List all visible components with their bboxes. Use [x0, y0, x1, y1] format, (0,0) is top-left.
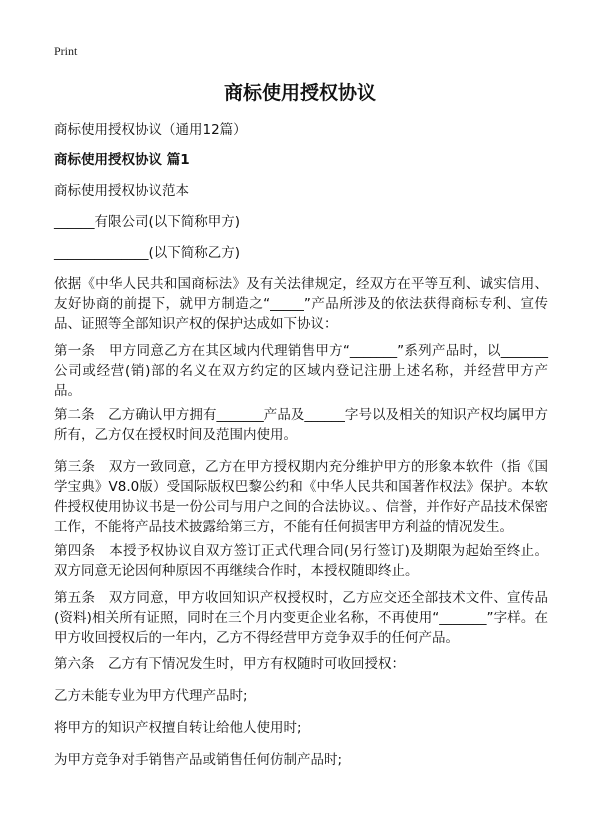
template-label: 商标使用授权协议范本	[54, 183, 189, 199]
document-subtitle: 商标使用授权协议（通用12篇）	[54, 122, 247, 138]
party-a-line: ______有限公司(以下简称甲方)	[54, 214, 241, 230]
clause-3: 第三条 双方一致同意，乙方在甲方授权期内充分维护甲方的形象本软件（指《国学宝典》V8.0版）受国际版权巴黎公约和《中华人民共和国著作权法》保护。本软件授权使用协议书是一份公司与用户之间的合法协议。、信誉，并作好产品技术保密工作，不能将产品技术披露给第三方，不能有任何损害甲方利益的情况发生。	[54, 459, 548, 535]
clause-1: 第一条 甲方同意乙方在其区域内代理销售甲方“_______”系列产品时，以_______公司或经营(销)部的名义在双方约定的区域内登记注册上述名称，并经营甲方产品。	[54, 343, 548, 399]
condition-item: 乙方未能专业为甲方代理产品时;	[54, 688, 248, 704]
preamble-paragraph: 依据《中华人民共和国商标法》及有关法律规定，经双方在平等互利、诚实信用、友好协商的前提下，就甲方制造之“_____”产品所涉及的依法获得商标专利、宣传品、证照等全部知识产权的保护达成如下协议：	[54, 276, 548, 332]
clause-5: 第五条 双方同意，甲方收回知识产权授权时，乙方应交还全部技术文件、宣传品(资料)相关所有证照，同时在三个月内变更企业名称，不再使用“_______”字样。在甲方收回授权后的一年内，乙方不得经营甲方竞争双手的任何产品。	[54, 590, 548, 646]
clause-4: 第四条 本授予权协议自双方签订正式代理合同(另行签订)及期限为起始至终止。双方同意无论因何种原因不再继续合作时，本授权随即终止。	[54, 543, 548, 579]
section-heading: 商标使用授权协议 篇1	[54, 152, 190, 168]
condition-item: 将甲方的知识产权擅自转让给他人使用时;	[54, 720, 302, 736]
clause-6: 第六条 乙方有下情况发生时，甲方有权随时可收回授权：	[54, 656, 405, 672]
condition-item: 为甲方竞争对手销售产品或销售任何仿制产品时;	[54, 752, 343, 768]
print-link[interactable]: Print	[54, 44, 78, 58]
page-title: 商标使用授权协议	[223, 82, 376, 104]
party-b-line: ______________(以下简称乙方)	[54, 245, 241, 261]
clause-2: 第二条 乙方确认甲方拥有_______产品及______字号以及相关的知识产权均属甲方所有，乙方仅在授权时间及范围内使用。	[54, 407, 548, 443]
